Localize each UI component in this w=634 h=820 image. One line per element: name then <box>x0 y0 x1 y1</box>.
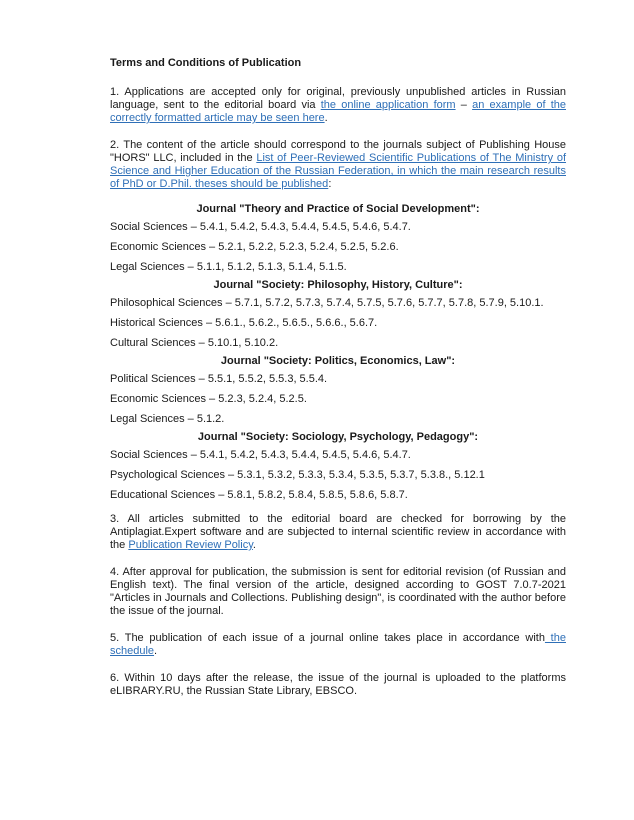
online-application-form-link[interactable]: the online application form <box>320 99 456 111</box>
journal-list <box>110 201 566 505</box>
journal-specialty-line: Political Sciences – 5.5.1, 5.5.2, 5.5.3, 5.5.4. <box>110 373 328 385</box>
journal-block <box>110 201 566 277</box>
paragraph-1 <box>110 86 566 125</box>
schedule-link[interactable]: the schedule <box>110 632 566 657</box>
journal-specialty-line: Legal Sciences – 5.1.2. <box>110 413 225 425</box>
paragraph-6: 6. Within 10 days after the release, the issue of the journal is uploaded to the platforms eLIBRARY.RU, the Russian State Library, EBSCO. <box>110 672 566 697</box>
example-article-link[interactable]: an example of the correctly formatted article may be seen here <box>110 99 566 124</box>
journal-title: Journal "Society: Sociology, Psychology, Pedagogy": <box>197 431 479 443</box>
paragraph-1-text-a: 1. Applications are accepted only for original, previously unpublished articles in Russian language, sent to the editorial board via <box>110 86 566 111</box>
journal-specialty-line: Cultural Sciences – 5.10.1, 5.10.2. <box>110 337 279 349</box>
paragraph-3-text-b: . <box>252 539 256 551</box>
paragraph-1-text-b: – <box>455 99 473 111</box>
journal-title: Journal "Theory and Practice of Social Development": <box>196 203 480 215</box>
document-page <box>110 57 566 712</box>
journal-specialty-line: Historical Sciences – 5.6.1., 5.6.2., 5.6.5., 5.6.6., 5.6.7. <box>110 317 378 329</box>
paragraph-1-text-c: . <box>324 112 328 124</box>
journal-block <box>110 353 566 429</box>
page-title: Terms and Conditions of Publication <box>110 57 302 69</box>
paragraph-3-text-a: 3. All articles submitted to the editorial board are checked for borrowing by the Antiplagiat.Expert software and are subjected to internal scientific review in accordance with the <box>110 513 566 551</box>
journal-specialty-line: Economic Sciences – 5.2.3, 5.2.4, 5.2.5. <box>110 393 307 405</box>
journal-specialty-line: Legal Sciences – 5.1.1, 5.1.2, 5.1.3, 5.1.4, 5.1.5. <box>110 261 347 273</box>
peer-reviewed-list-link[interactable]: List of Peer-Reviewed Scientific Publications of The Ministry of Science and Higher Education of the Russian Federation, in which the main research results of PhD or D.Phil. theses should be published <box>110 152 567 190</box>
journal-specialty-line: Social Sciences – 5.4.1, 5.4.2, 5.4.3, 5.4.4, 5.4.5, 5.4.6, 5.4.7. <box>110 221 411 233</box>
journal-specialty-line: Philosophical Sciences – 5.7.1, 5.7.2, 5.7.3, 5.7.4, 5.7.5, 5.7.6, 5.7.7, 5.7.8, 5.7.9, 5.10.1. <box>110 297 544 309</box>
journal-block <box>110 429 566 505</box>
paragraph-5-text-b: . <box>154 645 158 657</box>
review-policy-link[interactable]: Publication Review Policy <box>128 539 253 551</box>
paragraph-5-text-a: 5. The publication of each issue of a journal online takes place in accordance with <box>110 632 545 644</box>
paragraph-5 <box>110 632 566 658</box>
journal-specialty-line: Educational Sciences – 5.8.1, 5.8.2, 5.8.4, 5.8.5, 5.8.6, 5.8.7. <box>110 489 408 501</box>
journal-title: Journal "Society: Philosophy, History, Culture": <box>213 279 463 291</box>
journal-specialty-line: Economic Sciences – 5.2.1, 5.2.2, 5.2.3, 5.2.4, 5.2.5, 5.2.6. <box>110 241 399 253</box>
journal-title: Journal "Society: Politics, Economics, Law": <box>220 355 456 367</box>
journal-specialty-line: Social Sciences – 5.4.1, 5.4.2, 5.4.3, 5.4.4, 5.4.5, 5.4.6, 5.4.7. <box>110 449 411 461</box>
paragraph-2-text-a: 2. The content of the article should correspond to the journals subject of Publishing House "HORS" LLC, included in the <box>110 139 566 164</box>
journal-specialty-line: Psychological Sciences – 5.3.1, 5.3.2, 5.3.3, 5.3.4, 5.3.5, 5.3.7, 5.3.8., 5.12.1 <box>110 469 485 481</box>
paragraph-3 <box>110 513 566 552</box>
journal-block <box>110 277 566 353</box>
paragraph-2 <box>110 139 566 191</box>
paragraph-2-text-b: : <box>328 178 332 190</box>
paragraph-4: 4. After approval for publication, the submission is sent for editorial revision (of Russian and English text). The final version of the article, designed according to GOST 7.0.7-2021 "Articles in Journals and Collections. Publishing design", is coordinated with the author before the issue of the journal. <box>110 566 566 617</box>
